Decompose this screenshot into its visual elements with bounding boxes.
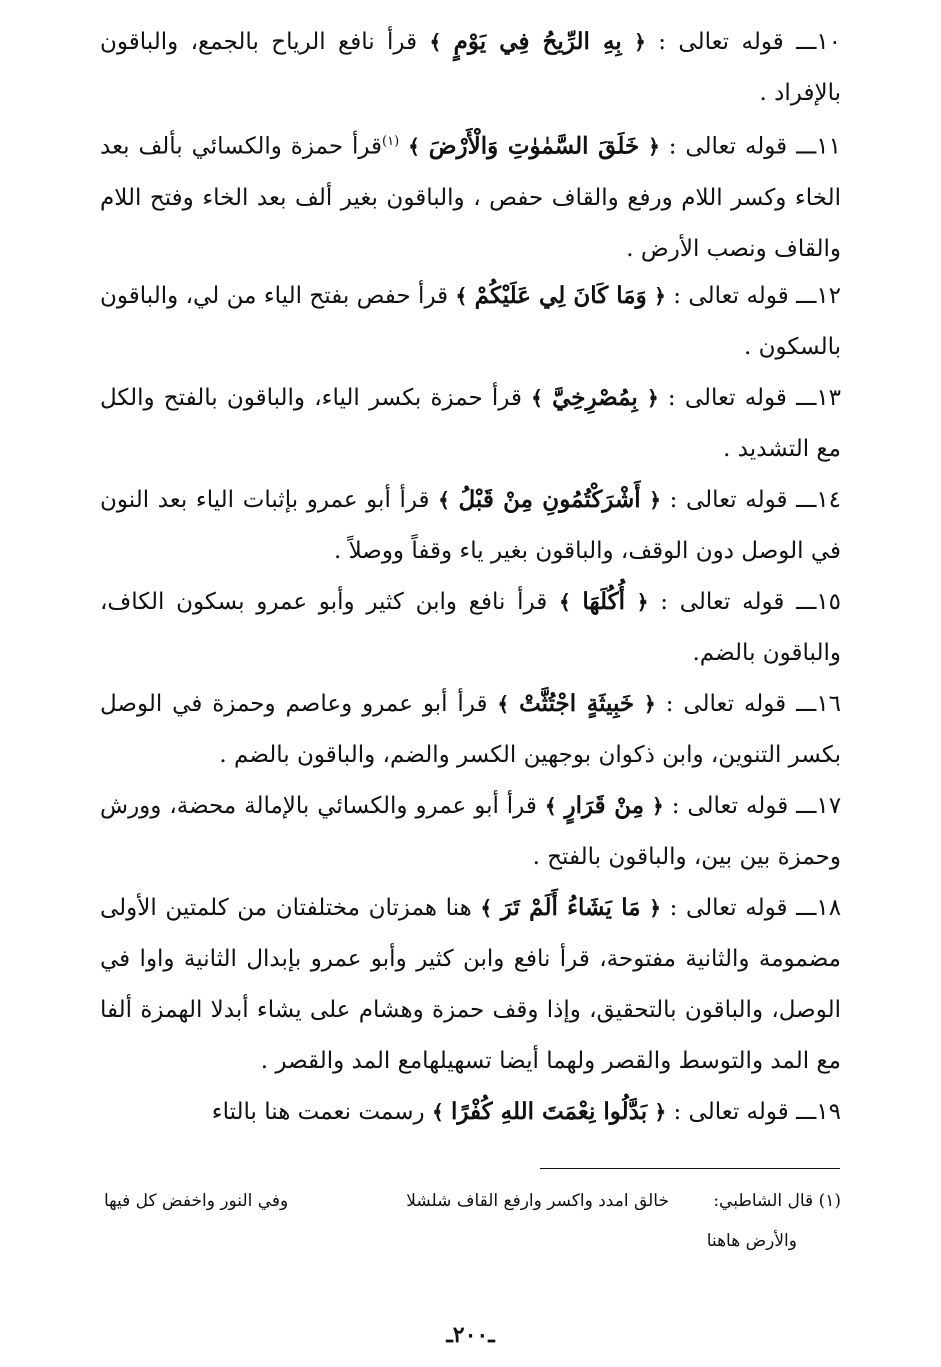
ornate-bracket-open: ﴿ bbox=[649, 488, 661, 512]
ornate-bracket-open: ﴿ bbox=[654, 284, 666, 308]
footnote-divider bbox=[540, 1168, 840, 1169]
entry-3 bbox=[100, 270, 841, 373]
footnote-reference: (١) bbox=[382, 134, 400, 149]
quran-verse: أُكُلَهَا bbox=[582, 588, 625, 615]
entry-number: ١٥ bbox=[816, 589, 842, 615]
entry-1 bbox=[100, 16, 841, 119]
footnote-verse-part3: والأرض هاهنا bbox=[706, 1231, 797, 1251]
ornate-bracket-open: ﴿ bbox=[647, 386, 659, 410]
ornate-bracket-open: ﴿ bbox=[652, 794, 664, 818]
quran-verse: بَدَّلُوا نِعْمَتَ اللهِ كُفْرًا bbox=[450, 1098, 648, 1125]
ornate-bracket-open: ﴿ bbox=[648, 134, 660, 159]
ornate-bracket-close: ﴾ bbox=[544, 794, 557, 818]
entry-7 bbox=[100, 678, 841, 781]
reading-note: قرأ أبو عمرو وعاصم وحمزة في الوصل بكسر التنوين، وابن ذكوان بوجهين الكسر والضم، والباقون بالضم . bbox=[100, 691, 841, 768]
reading-note: قرأ حمزة والكسائي بألف بعد الخاء وكسر اللام ورفع والقاف حفص ، والباقون بغير ألف بعد الخاء وفتح اللام والقاف ونصب الأرض . bbox=[100, 133, 841, 262]
quran-verse: وَمَا كَانَ لِي عَلَيْكُمْ bbox=[474, 282, 647, 309]
entry-intro: ـــ قوله تعالى : bbox=[668, 133, 817, 160]
entry-number: ١٠ bbox=[816, 29, 842, 55]
entry-8 bbox=[100, 780, 841, 883]
entry-intro: ـــ قوله تعالى : bbox=[660, 589, 817, 615]
reading-note: قرأ حفص بفتح الياء من لي، والباقون بالسكون . bbox=[100, 283, 841, 360]
footnote-marker: (١) قال الشاطبي: bbox=[713, 1191, 841, 1211]
quran-verse: مِنْ قَرَارٍ bbox=[564, 792, 645, 819]
ornate-bracket-close: ﴾ bbox=[431, 1100, 444, 1124]
ornate-bracket-close: ﴾ bbox=[438, 488, 450, 512]
quran-verse: مَا يَشَاءُ أَلَمْ تَرَ bbox=[500, 894, 641, 921]
ornate-bracket-close: ﴾ bbox=[408, 134, 420, 159]
entry-intro: ـــ قوله تعالى : bbox=[669, 487, 817, 513]
entry-number: ١٣ bbox=[816, 385, 842, 411]
entry-number: ١٢ bbox=[816, 283, 842, 309]
quran-verse: بِهِ الرِّيحُ فِي يَوْمٍ bbox=[453, 28, 622, 55]
ornate-bracket-open: ﴿ bbox=[634, 30, 646, 54]
entry-4 bbox=[100, 372, 841, 475]
entry-number: ١٤ bbox=[816, 487, 842, 513]
entry-number: ١٩ bbox=[816, 1099, 841, 1125]
ornate-bracket-open: ﴿ bbox=[644, 692, 656, 716]
reading-note: قرأ أبو عمرو والكسائي بالإمالة محضة، وورش وحمزة بين بين، والباقون بالفتح . bbox=[100, 793, 841, 870]
footnote-verse-part1: خالق امدد واكسر وارفع القاف شلشلا bbox=[406, 1191, 669, 1211]
reading-note: قرأ حمزة بكسر الياء، والباقون بالفتح والكل مع التشديد . bbox=[100, 385, 841, 462]
ornate-bracket-close: ﴾ bbox=[455, 284, 468, 308]
reading-note: رسمت نعمت هنا بالتاء bbox=[211, 1099, 425, 1125]
quran-verse: خَبِيثَةٍ اجْتُثَّتْ bbox=[519, 690, 635, 717]
entry-intro: ـــ قوله تعالى : bbox=[673, 1099, 817, 1125]
quran-verse: خَلَقَ السَّمٰوٰتِ وَالْأَرْضَ bbox=[428, 132, 640, 160]
quran-verse: بِمُصْرِخِيَّ bbox=[552, 384, 638, 411]
page-number: ـ٢٠٠ـ bbox=[446, 1322, 495, 1348]
ornate-bracket-close: ﴾ bbox=[497, 692, 510, 716]
reading-note: قرأ نافع وابن كثير وأبو عمرو بسكون الكاف، والباقون بالضم. bbox=[100, 589, 841, 666]
ornate-bracket-close: ﴾ bbox=[558, 590, 571, 614]
entry-intro: ـــ قوله تعالى : bbox=[658, 29, 817, 55]
entry-9 bbox=[100, 882, 841, 1087]
entry-2 bbox=[100, 116, 841, 275]
reading-note: هنا همزتان مختلفتان من كلمتين الأولى مضمومة والثانية مفتوحة، قرأ نافع وابن كثير وأبو عمرو بإبدال الثانية واوا في الوصل، والباقون بالتحقيق، وإذا وقف حمزة وهشام على يشاء أبدلا الهمزة ألفا مع المد والتوسط والقصر ولهما أيضا تسهيلهامع المد والقصر . bbox=[100, 895, 841, 1074]
entry-6 bbox=[100, 576, 841, 679]
ornate-bracket-close: ﴾ bbox=[531, 386, 543, 410]
entry-10 bbox=[100, 1086, 841, 1138]
ornate-bracket-close: ﴾ bbox=[480, 896, 493, 920]
ornate-bracket-open: ﴿ bbox=[636, 590, 649, 614]
entry-intro: ـــ قوله تعالى : bbox=[669, 895, 817, 921]
footnote-verse-part2: وفي النور واخفض كل فيها bbox=[104, 1191, 289, 1211]
entry-intro: ـــ قوله تعالى : bbox=[667, 385, 817, 411]
entry-intro: ـــ قوله تعالى : bbox=[673, 283, 817, 309]
entry-5 bbox=[100, 474, 841, 577]
entry-number: ١٦ bbox=[816, 691, 842, 717]
entry-intro: ـــ قوله تعالى : bbox=[671, 793, 817, 819]
reading-note: قرأ نافع الرياح بالجمع، والباقون بالإفراد . bbox=[100, 29, 841, 106]
ornate-bracket-close: ﴾ bbox=[429, 30, 442, 54]
entry-intro: ـــ قوله تعالى : bbox=[665, 691, 817, 717]
entry-number: ١١ bbox=[816, 133, 841, 160]
ornate-bracket-open: ﴿ bbox=[654, 1100, 667, 1124]
quran-verse: أَشْرَكْتُمُونِ مِنْ قَبْلُ bbox=[458, 486, 641, 513]
entry-number: ١٨ bbox=[816, 895, 842, 921]
reading-note: قرأ أبو عمرو بإثبات الياء بعد النون في الوصل دون الوقف، والباقون بغير ياء وقفاً ووصلاً . bbox=[100, 487, 841, 564]
entry-number: ١٧ bbox=[816, 793, 842, 819]
ornate-bracket-open: ﴿ bbox=[649, 896, 661, 920]
